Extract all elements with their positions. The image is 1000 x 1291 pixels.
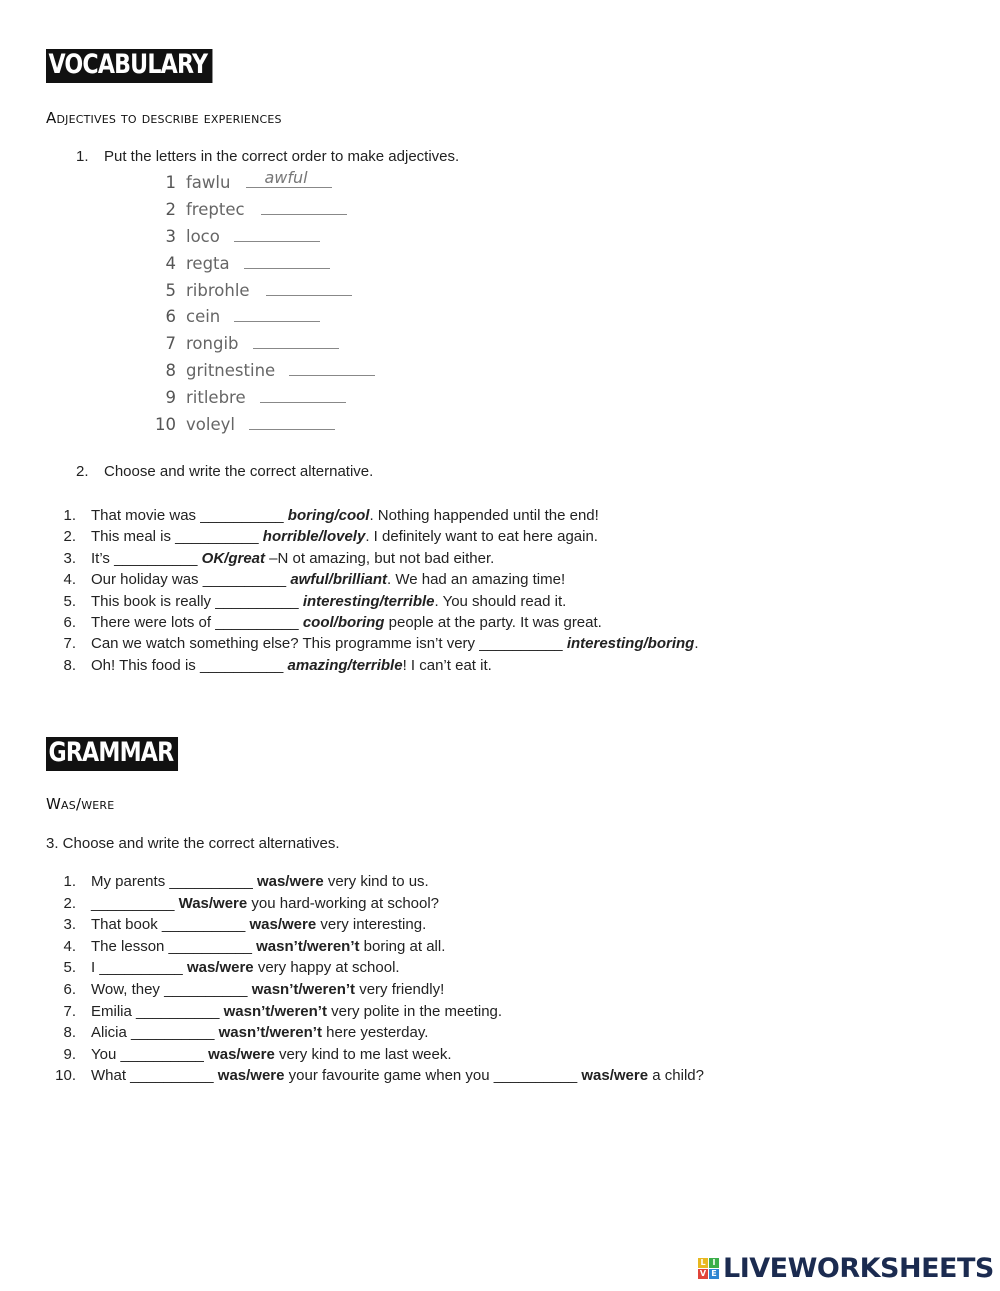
item-number: 6. xyxy=(63,613,76,631)
item-options[interactable]: Was/were xyxy=(178,894,248,912)
item-options[interactable]: cool/boring xyxy=(302,613,385,631)
answer-blank[interactable] xyxy=(249,415,335,430)
item-number: 10. xyxy=(55,1067,76,1085)
item-number: 6. xyxy=(63,980,76,998)
scrambled-word: ritlebre xyxy=(186,388,246,408)
item-number: 8. xyxy=(63,656,76,674)
scramble-row xyxy=(150,333,375,360)
exercise-1-text: Put the letters in the correct order to make adjectives. xyxy=(104,148,460,165)
answer-text: awful xyxy=(264,168,308,187)
item-text: very kind to us. xyxy=(323,873,429,890)
item-number: 4. xyxy=(63,937,76,955)
scramble-row xyxy=(150,280,375,307)
item-text: This meal is __________ xyxy=(91,528,263,546)
scramble-row xyxy=(150,387,375,414)
exercise-2-number: 2. xyxy=(76,463,89,480)
item-number: 2. xyxy=(63,528,76,546)
logo-tile: I xyxy=(709,1258,719,1268)
exercise-1-instruction xyxy=(76,148,459,165)
item-text: This book is really __________ xyxy=(91,592,303,610)
scramble-row xyxy=(150,360,375,387)
item-text: . I definitely want to eat here again. xyxy=(365,528,598,546)
item-options[interactable]: wasn’t/weren’t xyxy=(251,980,356,998)
item-text: ! I can’t eat it. xyxy=(402,656,492,674)
vocab-item xyxy=(48,592,698,613)
item-options[interactable]: wasn’t/weren’t xyxy=(256,937,360,955)
item-options[interactable]: was/were xyxy=(217,1067,285,1085)
item-text: Can we watch something else? This programme isn’t very __________ xyxy=(91,635,567,653)
item-text: you hard-working at school? xyxy=(247,894,440,912)
item-options[interactable]: interesting/terrible xyxy=(302,592,435,610)
scramble-number: 3 xyxy=(165,226,176,246)
item-text: here yesterday. xyxy=(321,1024,429,1042)
scramble-number: 9 xyxy=(165,388,176,408)
item-options[interactable]: was/were xyxy=(208,1045,275,1063)
item-number: 1. xyxy=(63,873,76,890)
grammar-item xyxy=(48,1066,704,1088)
scrambled-word: cein xyxy=(186,307,221,327)
scrambled-word: freptec xyxy=(186,199,245,219)
item-number: 3. xyxy=(63,916,76,934)
vocab-item xyxy=(48,656,698,677)
exercise-1-number: 1. xyxy=(76,148,89,165)
item-options[interactable]: was/were xyxy=(186,959,254,977)
logo-tile: L xyxy=(698,1258,708,1268)
answer-blank[interactable] xyxy=(289,361,375,376)
answer-blank[interactable] xyxy=(244,254,330,269)
answer-blank[interactable] xyxy=(260,388,346,403)
vocab-item xyxy=(48,634,698,655)
scramble-number: 2 xyxy=(165,199,176,219)
item-text: It’s __________ xyxy=(91,549,202,567)
item-text: very polite in the meeting. xyxy=(326,1002,503,1020)
answer-blank[interactable] xyxy=(253,334,339,349)
item-number: 7. xyxy=(63,635,76,653)
vocab-item xyxy=(48,527,698,548)
scrambled-word: rongib xyxy=(186,334,239,354)
item-text: Wow, they __________ xyxy=(91,980,252,998)
grammar-heading: GRAMMAR xyxy=(46,737,178,771)
scrambled-word: gritnestine xyxy=(186,361,276,381)
item-text: very kind to me last week. xyxy=(274,1045,452,1063)
logo-tile: V xyxy=(699,1269,707,1278)
item-number: 2. xyxy=(63,894,76,912)
answer-blank[interactable] xyxy=(234,227,320,242)
answer-blank[interactable] xyxy=(261,200,347,215)
item-options[interactable]: wasn’t/weren’t xyxy=(223,1002,327,1020)
grammar-item xyxy=(48,1023,704,1045)
item-text: your favourite game when you __________ xyxy=(284,1067,582,1085)
liveworksheets-logo xyxy=(698,1253,994,1284)
exercise-2-instruction xyxy=(76,463,373,480)
grammar-item xyxy=(48,915,704,937)
liveworksheets-logo-text: LIVEWORKSHEETS xyxy=(723,1253,994,1284)
grammar-item xyxy=(48,1045,704,1067)
item-text: . xyxy=(694,635,699,653)
scrambled-word: regta xyxy=(186,253,230,273)
scramble-number: 6 xyxy=(165,307,176,327)
item-options[interactable]: OK/great xyxy=(201,549,266,567)
scrambled-word: fawlu xyxy=(186,173,231,192)
grammar-item xyxy=(48,872,704,894)
item-text: You __________ xyxy=(91,1045,209,1063)
scramble-row xyxy=(150,199,375,226)
scrambled-word: ribrohle xyxy=(186,280,250,300)
liveworksheets-logo-icon xyxy=(698,1258,719,1279)
grammar-item xyxy=(48,894,704,916)
item-number: 5. xyxy=(63,959,76,977)
item-text: I __________ xyxy=(91,959,187,977)
item-text: Emilia __________ xyxy=(91,1002,224,1020)
vocabulary-subtitle: Adjectives to describe experiences xyxy=(46,109,282,127)
scramble-number: 10 xyxy=(155,415,176,435)
item-text: very interesting. xyxy=(316,916,427,934)
answer-blank[interactable] xyxy=(234,307,320,322)
vocabulary-heading: VOCABULARY xyxy=(46,49,212,83)
item-text: The lesson __________ xyxy=(91,937,257,955)
item-number: 9. xyxy=(63,1045,76,1063)
item-number: 8. xyxy=(63,1024,76,1042)
item-options[interactable]: boring/cool xyxy=(287,507,370,524)
scramble-row xyxy=(150,414,375,441)
answer-blank[interactable] xyxy=(246,168,332,188)
scrambled-word-list xyxy=(150,168,375,441)
item-options[interactable]: horrible/lovely xyxy=(262,528,366,546)
item-options[interactable]: was/were xyxy=(256,873,324,890)
exercise-3-instruction: 3. Choose and write the correct alternatives. xyxy=(46,835,340,852)
scramble-number: 8 xyxy=(165,361,176,381)
vocab-item xyxy=(48,549,698,570)
item-text: Our holiday was __________ xyxy=(91,571,291,589)
item-number: 5. xyxy=(63,592,76,610)
item-text: My parents __________ xyxy=(91,873,257,890)
item-text: __________ xyxy=(91,894,179,912)
scrambled-word: loco xyxy=(186,226,220,246)
item-options[interactable]: wasn’t/weren’t xyxy=(218,1024,322,1042)
item-text: What __________ xyxy=(91,1067,218,1085)
item-text: There were lots of __________ xyxy=(91,613,303,631)
scramble-row xyxy=(150,306,375,333)
item-text: a child? xyxy=(648,1067,704,1085)
item-text: . We had an amazing time! xyxy=(387,571,566,589)
grammar-item xyxy=(48,937,704,959)
item-text: That movie was __________ xyxy=(91,507,288,524)
item-number: 7. xyxy=(63,1002,76,1020)
scramble-row xyxy=(150,226,375,253)
vocab-item xyxy=(48,506,698,527)
vocab-item xyxy=(48,570,698,591)
scramble-number: 1 xyxy=(165,173,176,192)
grammar-item xyxy=(48,1002,704,1024)
item-text: Oh! This food is __________ xyxy=(91,656,288,674)
grammar-item xyxy=(48,980,704,1002)
item-text: very friendly! xyxy=(355,980,445,998)
item-text: . You should read it. xyxy=(434,592,567,610)
vocab-item xyxy=(48,613,698,634)
item-options[interactable]: amazing/terrible xyxy=(287,656,403,674)
item-number: 1. xyxy=(63,507,76,524)
scramble-row xyxy=(150,253,375,280)
item-text: people at the party. It was great. xyxy=(384,613,602,631)
logo-tile: E xyxy=(709,1269,719,1279)
item-text: boring at all. xyxy=(359,937,446,955)
grammar-subtitle: Was/were xyxy=(46,795,115,813)
item-text: Alicia __________ xyxy=(91,1024,219,1042)
item-text: . Nothing happended until the end! xyxy=(369,507,599,524)
scramble-number: 5 xyxy=(165,280,176,300)
item-options[interactable]: was/were xyxy=(581,1067,649,1085)
exercise-2-text: Choose and write the correct alternative. xyxy=(104,463,374,480)
item-text: That book __________ xyxy=(91,916,250,934)
exercise-3-list xyxy=(48,872,704,1088)
item-number: 3. xyxy=(63,549,76,567)
item-text: very happy at school. xyxy=(253,959,400,977)
scramble-row xyxy=(150,168,375,199)
answer-blank[interactable] xyxy=(266,281,352,296)
exercise-2-list xyxy=(48,506,698,677)
item-options[interactable]: awful/brilliant xyxy=(290,571,387,589)
item-number: 4. xyxy=(63,571,76,589)
scrambled-word: voleyl xyxy=(186,415,235,435)
item-options[interactable]: interesting/boring xyxy=(566,635,695,653)
grammar-item xyxy=(48,958,704,980)
scramble-number: 4 xyxy=(165,253,176,273)
item-options[interactable]: was/were xyxy=(249,916,317,934)
item-text: –N ot amazing, but not bad either. xyxy=(265,549,495,567)
scramble-number: 7 xyxy=(165,334,176,354)
